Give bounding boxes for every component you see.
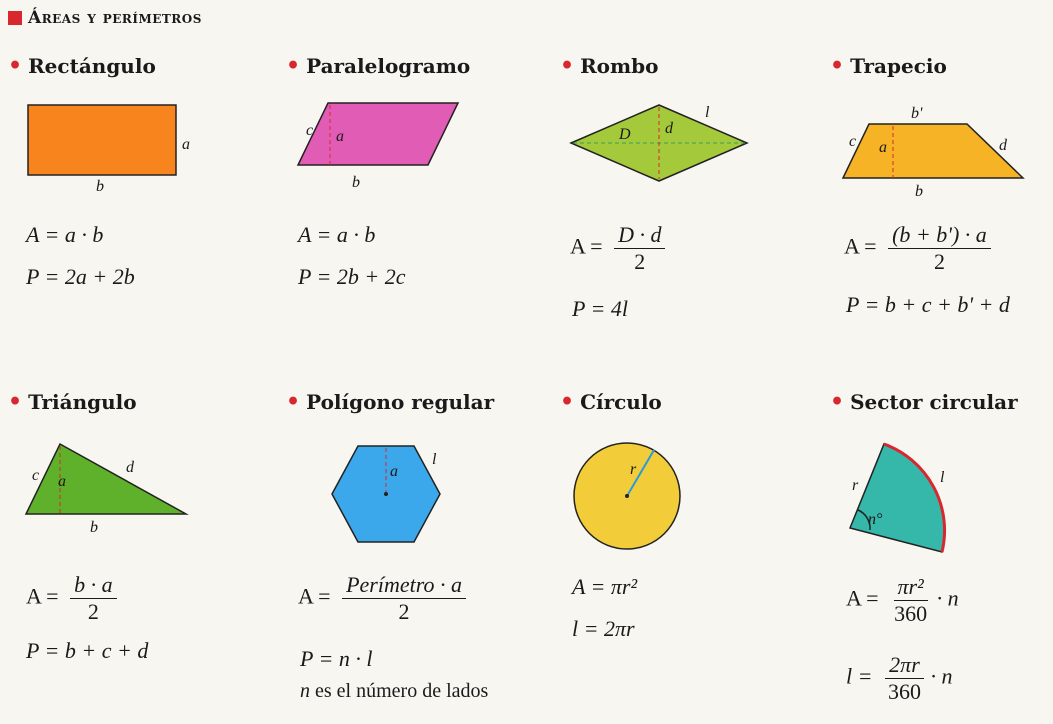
svg-text:a: a: [336, 128, 344, 145]
trapezoid-figure: [835, 100, 1035, 200]
bullet-icon: •: [8, 53, 23, 79]
sector-figure: [840, 436, 970, 556]
formula-length-sector: l = $\frac{2\pi r}{360}$ · n: [846, 652, 953, 704]
svg-text:l: l: [940, 469, 945, 486]
formula-area-poligono: A = $\frac{\text{Perímetro · a}}{2}$: [298, 572, 466, 625]
rectangle-figure: [20, 95, 220, 195]
bullet-icon: •: [830, 389, 845, 415]
bullet-icon: •: [560, 53, 575, 79]
title-trapecio: • Trapecio: [830, 53, 947, 79]
svg-text:r: r: [852, 477, 859, 494]
svg-text:d: d: [126, 459, 134, 476]
bullet-icon: •: [8, 389, 23, 415]
formula-perimeter-triangulo: P = b + c + d: [26, 638, 149, 663]
bullet-icon: •: [286, 389, 301, 415]
section-header: [8, 8, 202, 28]
title-triangulo: • Triángulo: [8, 389, 137, 415]
formula-perimeter-rectangulo: P = 2a + 2b: [26, 264, 135, 289]
triangle-figure: [20, 436, 220, 536]
formula-area-sector: A = $\frac{\text{πr²}}{360}$ · n: [846, 574, 959, 626]
svg-text:c: c: [32, 467, 40, 484]
svg-text:d: d: [665, 120, 673, 137]
label-a: a: [182, 136, 190, 153]
title-circulo: • Círculo: [560, 389, 662, 415]
svg-text:a: a: [390, 463, 398, 480]
svg-text:d: d: [999, 137, 1007, 154]
title-poligono: • Polígono regular: [286, 389, 495, 415]
bullet-icon: •: [830, 53, 845, 79]
hexagon-figure: [322, 440, 472, 550]
formula-area-triangulo: A = $\frac{b \cdot a}{2}$: [26, 572, 117, 625]
svg-text:l: l: [705, 104, 710, 121]
note-poligono: n es el número de lados: [300, 680, 489, 702]
bullet-icon: •: [286, 53, 301, 79]
formula-perimeter-rombo: P = 4l: [572, 296, 628, 321]
title-rectangulo: • Rectángulo: [8, 53, 156, 79]
formula-area-rombo: A = $\frac{D \cdot d}{2}$: [570, 222, 665, 275]
svg-text:b': b': [911, 105, 923, 122]
formula-length-circulo: l = 2πr: [572, 616, 635, 641]
bullet-icon: •: [560, 389, 575, 415]
title-paralelogramo: • Paralelogramo: [286, 53, 471, 79]
title-rombo: • Rombo: [560, 53, 659, 79]
formula-perimeter-poligono: P = n · l: [300, 646, 373, 671]
svg-text:r: r: [630, 461, 637, 478]
svg-text:b: b: [90, 519, 98, 536]
red-square-icon: [8, 11, 22, 25]
formula-area-circulo: A = πr²: [572, 574, 638, 599]
label-b: b: [96, 178, 104, 195]
formula-perimeter-trapecio: P = b + c + b' + d: [846, 292, 1010, 317]
formula-area-paralelogramo: A = a · b: [298, 222, 376, 247]
svg-text:c: c: [849, 133, 857, 150]
svg-text:D: D: [619, 126, 631, 143]
rhombus-figure: [565, 95, 765, 190]
rectangle-shape: [28, 105, 176, 175]
circle-figure: [568, 438, 688, 556]
svg-text:b: b: [352, 174, 360, 191]
parallelogram-figure: [290, 95, 470, 195]
title-sector: • Sector circular: [830, 389, 1018, 415]
svg-text:a: a: [58, 473, 66, 490]
formula-area-trapecio: A = $\frac{(b + b') \cdot a}{2}$: [844, 222, 991, 275]
section-title: Áreas y perímetros: [28, 8, 202, 28]
formula-area-rectangulo: A = a · b: [26, 222, 104, 247]
formula-perimeter-paralelogramo: P = 2b + 2c: [298, 264, 406, 289]
svg-text:b: b: [915, 183, 923, 200]
svg-text:c: c: [306, 122, 314, 139]
svg-text:n°: n°: [868, 511, 883, 528]
svg-text:l: l: [432, 451, 437, 468]
svg-text:a: a: [879, 139, 887, 156]
